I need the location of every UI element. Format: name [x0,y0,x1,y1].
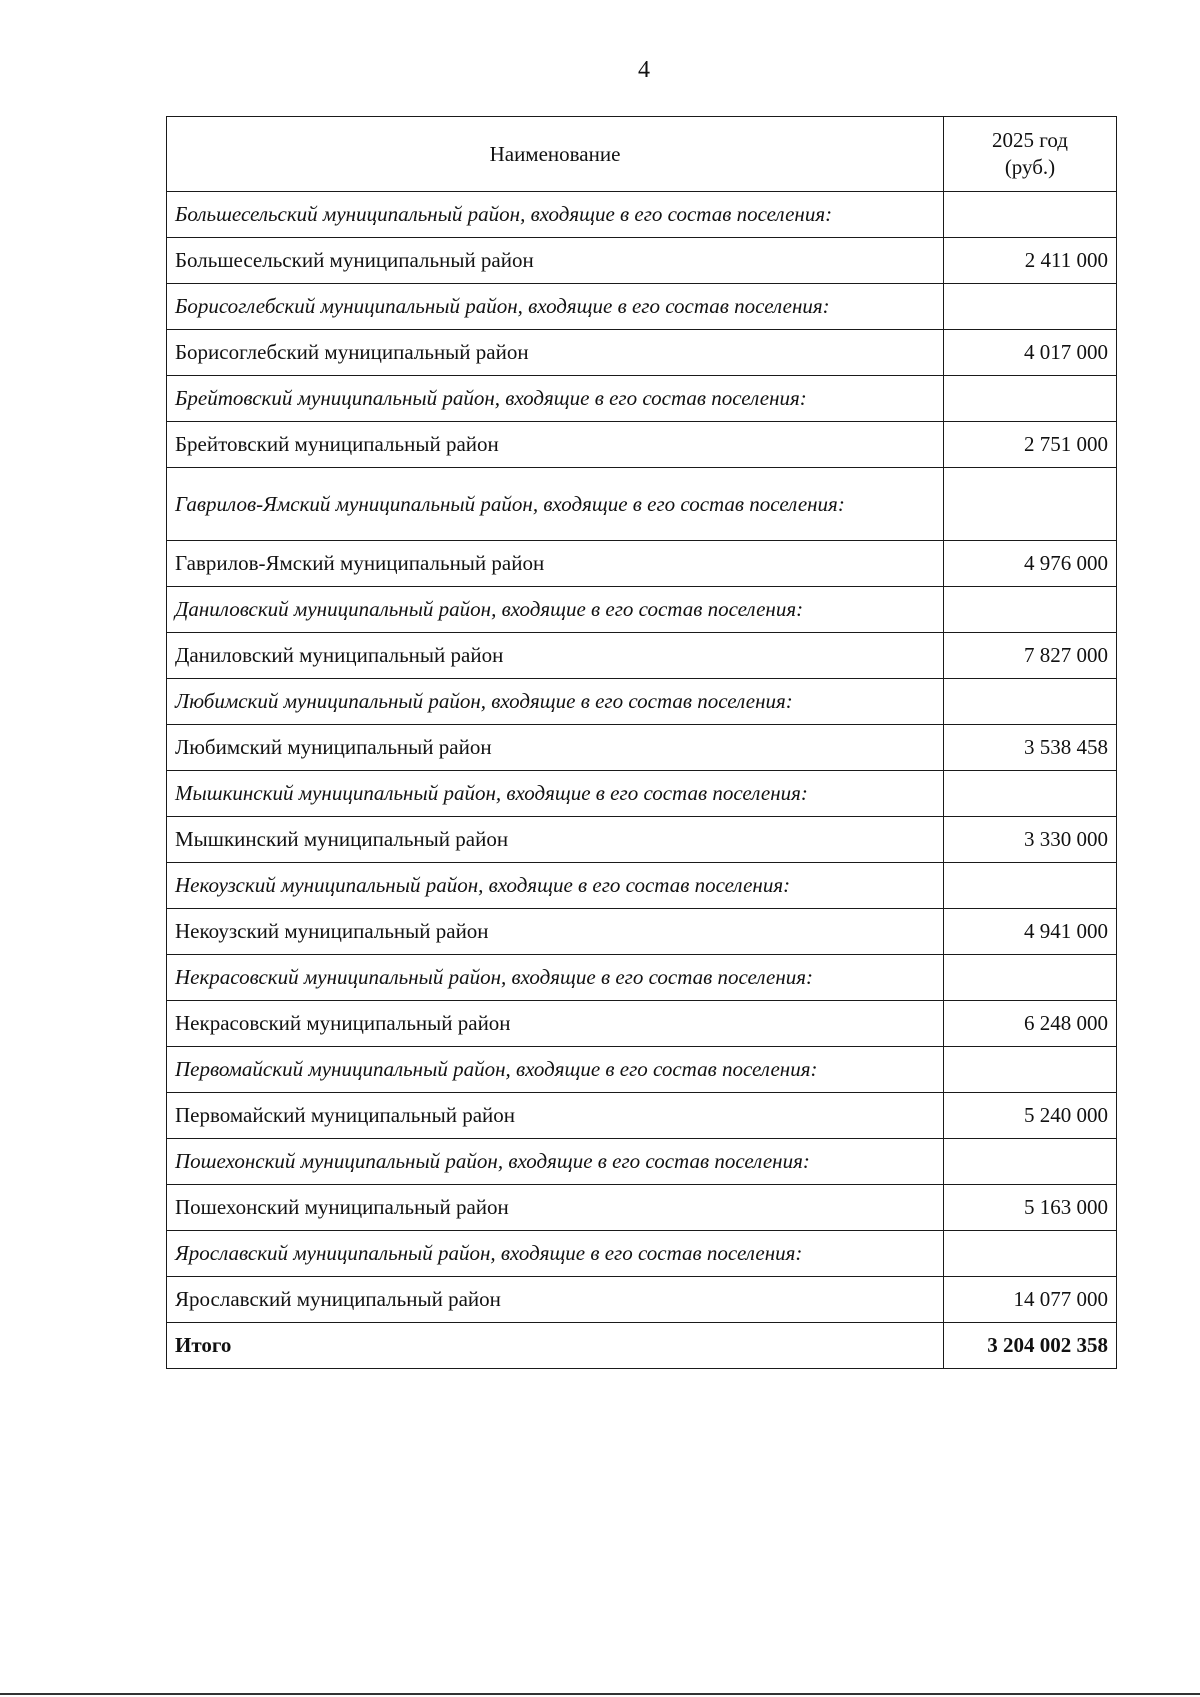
table-row-group [167,1047,1117,1093]
row-amount: 5 163 000 [944,1185,1117,1231]
header-amount [944,117,1117,192]
row-name: Гаврилов-Ямский муниципальный район, входящие в его состав поселения: [167,468,944,541]
row-amount: 2 751 000 [944,422,1117,468]
table-row [167,1185,1117,1231]
row-name: Первомайский муниципальный район [167,1093,944,1139]
row-amount: 6 248 000 [944,1001,1117,1047]
table-row [167,1001,1117,1047]
row-amount: 2 411 000 [944,238,1117,284]
table-row-group [167,1139,1117,1185]
table-row [167,725,1117,771]
row-amount: 4 976 000 [944,541,1117,587]
row-amount [944,1231,1117,1277]
table-row-total [167,1323,1117,1369]
table-row-group [167,955,1117,1001]
row-name: Гаврилов-Ямский муниципальный район [167,541,944,587]
table-row-group [167,771,1117,817]
row-amount [944,1047,1117,1093]
row-amount: 3 538 458 [944,725,1117,771]
table-row-group [167,863,1117,909]
row-amount: 14 077 000 [944,1277,1117,1323]
budget-table [166,116,1117,1369]
header-amount-unit: (руб.) [1004,155,1056,179]
row-name: Некоузский муниципальный район [167,909,944,955]
row-name: Брейтовский муниципальный район, входящие в его состав поселения: [167,376,944,422]
row-amount [944,955,1117,1001]
table-row-group [167,376,1117,422]
table-row [167,541,1117,587]
row-amount: 5 240 000 [944,1093,1117,1139]
table-row [167,1277,1117,1323]
row-amount [944,1139,1117,1185]
page-bottom-rule [0,1693,1200,1695]
row-name: Ярославский муниципальный район, входящие в его состав поселения: [167,1231,944,1277]
row-amount: 4 941 000 [944,909,1117,955]
table-row [167,1093,1117,1139]
row-amount [944,376,1117,422]
row-name: Брейтовский муниципальный район [167,422,944,468]
row-amount: 4 017 000 [944,330,1117,376]
row-name: Пошехонский муниципальный район [167,1185,944,1231]
table-row [167,330,1117,376]
header-amount-year: 2025 год [992,128,1068,152]
row-name: Любимский муниципальный район, входящие в его состав поселения: [167,679,944,725]
total-label: Итого [167,1323,944,1369]
row-amount [944,284,1117,330]
row-name: Пошехонский муниципальный район, входящие в его состав поселения: [167,1139,944,1185]
row-name: Некоузский муниципальный район, входящие в его состав поселения: [167,863,944,909]
page-number: 4 [638,57,650,83]
row-name: Даниловский муниципальный район, входящие в его состав поселения: [167,587,944,633]
table-row-group [167,1231,1117,1277]
row-name: Любимский муниципальный район [167,725,944,771]
row-name: Первомайский муниципальный район, входящие в его состав поселения: [167,1047,944,1093]
row-amount: 7 827 000 [944,633,1117,679]
table-row-group [167,679,1117,725]
row-name: Борисоглебский муниципальный район [167,330,944,376]
row-name: Ярославский муниципальный район [167,1277,944,1323]
header-name: Наименование [167,117,944,192]
table-row-group [167,468,1117,541]
row-name: Мышкинский муниципальный район [167,817,944,863]
total-amount: 3 204 002 358 [944,1323,1117,1369]
table-row-group [167,284,1117,330]
row-name: Некрасовский муниципальный район, входящие в его состав поселения: [167,955,944,1001]
table-header-row [167,117,1117,192]
row-amount [944,771,1117,817]
row-name: Большесельский муниципальный район, входящие в его состав поселения: [167,192,944,238]
table-row-group [167,587,1117,633]
table-row [167,817,1117,863]
row-name: Мышкинский муниципальный район, входящие в его состав поселения: [167,771,944,817]
row-amount: 3 330 000 [944,817,1117,863]
table-row [167,422,1117,468]
row-amount [944,679,1117,725]
table-row [167,909,1117,955]
table-row [167,633,1117,679]
row-amount [944,192,1117,238]
table-row [167,238,1117,284]
row-amount [944,863,1117,909]
row-name: Большесельский муниципальный район [167,238,944,284]
row-amount [944,468,1117,541]
row-amount [944,587,1117,633]
row-name: Даниловский муниципальный район [167,633,944,679]
table-row-group [167,192,1117,238]
row-name: Борисоглебский муниципальный район, входящие в его состав поселения: [167,284,944,330]
row-name: Некрасовский муниципальный район [167,1001,944,1047]
